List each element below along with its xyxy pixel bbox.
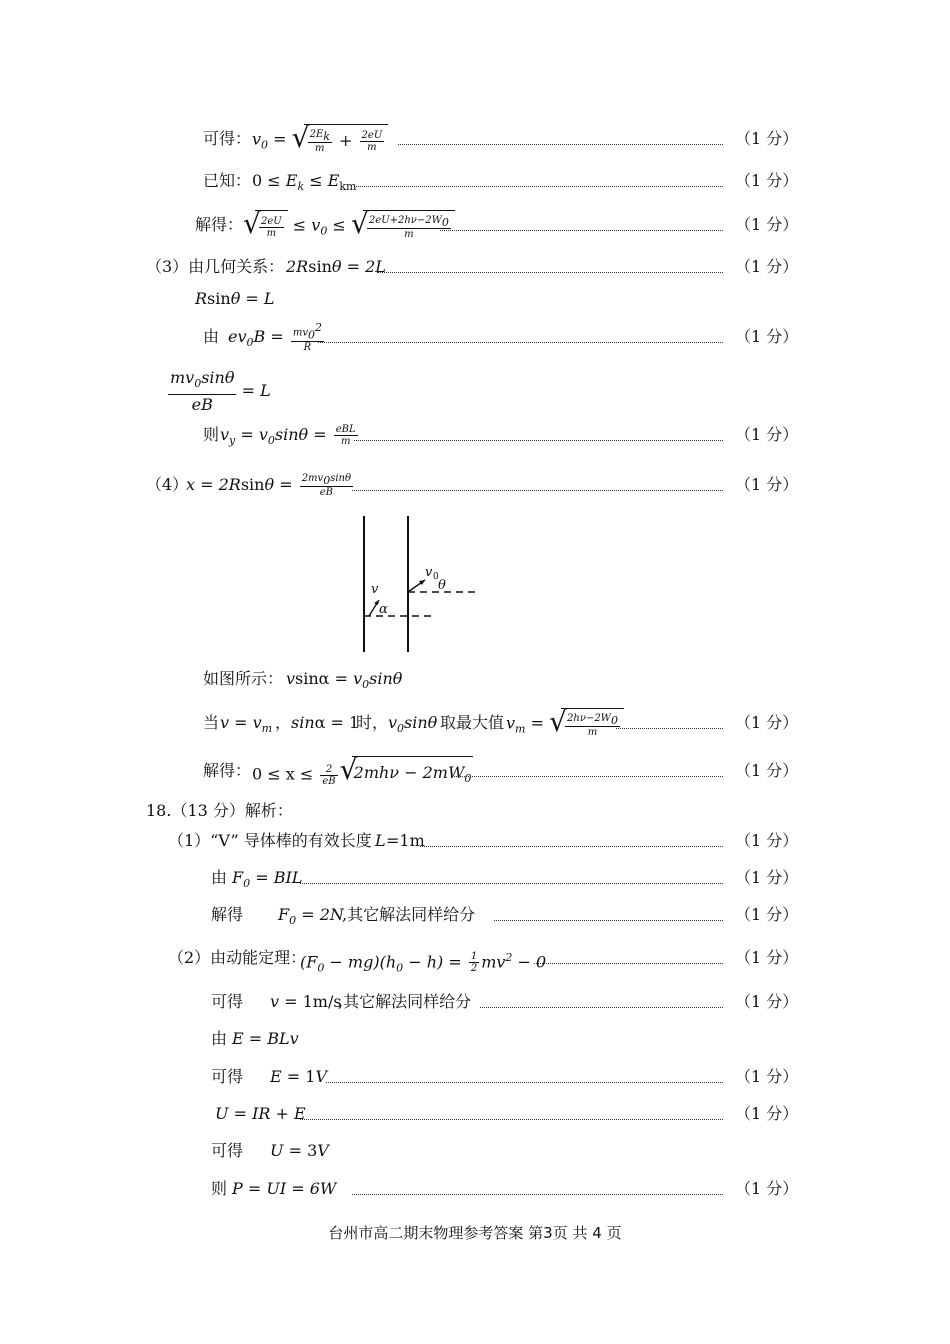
dot-leader xyxy=(300,1119,723,1120)
formula: U = 3V xyxy=(270,1141,329,1160)
label-v0: v xyxy=(425,565,433,580)
score-label: （1 分） xyxy=(735,171,799,190)
dot-leader xyxy=(318,342,723,343)
question-title: 18.（13 分）解析： xyxy=(146,801,293,820)
dot-leader xyxy=(398,144,723,145)
line-18-power xyxy=(0,1174,950,1204)
line-rsin xyxy=(0,284,950,314)
line-label: 由 xyxy=(211,1029,228,1048)
score-label: （1 分） xyxy=(735,713,799,732)
line-18-f0-value xyxy=(0,900,950,930)
score-label: （1 分） xyxy=(735,327,799,346)
line-label: 当 xyxy=(203,713,220,732)
dot-leader xyxy=(352,490,723,491)
formula: x = 2Rsinθ = $\frac{2mv_0\sin\theta}{eB}$ xyxy=(186,473,351,498)
formula: 0 ≤ x ≤ $\frac{2}{eB}$ √ $2mh\nu - 2mW_0$ xyxy=(252,756,473,794)
formula: √ $\frac{2eU}{m}$ ≤ $v_0$ ≤ √ $\frac{2eU+2h\nu-2W_0}{m}$ xyxy=(243,210,455,247)
formula-c: $v_0\sin\theta$ xyxy=(388,713,438,736)
line-18-velocity xyxy=(0,987,950,1017)
dot-leader xyxy=(452,776,723,777)
formula: E = 1V xyxy=(270,1067,328,1086)
score-label: （1 分） xyxy=(735,425,799,444)
score-label: （1 分） xyxy=(735,948,799,967)
line-18-2 xyxy=(0,943,950,973)
line-text: ,其它解法同样给分 xyxy=(342,905,476,924)
formula: $\frac{mv_0\sin\theta}{eB}$ = L xyxy=(170,368,271,415)
formula-d: $v_m$ = √ $\frac{2h\nu-2W_0}{m}$ xyxy=(506,708,624,745)
line-x-formula xyxy=(0,470,950,500)
line-18-1 xyxy=(0,826,950,856)
score-label: （1 分） xyxy=(735,1067,799,1086)
line-velocity-range xyxy=(0,207,950,240)
formula: 2Rsinθ = 2L xyxy=(286,257,386,276)
score-label: （1 分） xyxy=(735,831,799,850)
formula: $0 \le E_k \le E_{km}$ xyxy=(252,171,357,194)
label-alpha: α xyxy=(379,602,388,617)
line-label: 可得 xyxy=(211,992,244,1011)
formula: $vsin\alpha = v_0\sin\theta$ xyxy=(286,669,403,692)
line-18-voltage-formula xyxy=(0,1099,950,1129)
line-label: 由 xyxy=(211,868,228,887)
dot-leader xyxy=(440,230,723,231)
label-v0-sub: 0 xyxy=(433,572,439,582)
label-theta: θ xyxy=(438,578,446,593)
line-x-range xyxy=(0,753,950,787)
dot-leader xyxy=(377,272,723,273)
line-fraction-l xyxy=(0,368,950,415)
line-label: 可得 xyxy=(211,1067,244,1086)
dot-leader xyxy=(534,963,723,964)
dot-leader xyxy=(352,1194,723,1195)
line-label: 可得 xyxy=(211,1141,244,1160)
score-label: （1 分） xyxy=(735,215,799,234)
line-label: 则 xyxy=(203,425,220,444)
score-label: （1 分） xyxy=(735,475,799,494)
line-label: 解得： xyxy=(195,215,244,234)
line-sin-relation xyxy=(0,664,950,694)
line-label: 如图所示： xyxy=(203,669,284,688)
dot-leader xyxy=(420,846,723,847)
formula: Rsinθ = L xyxy=(195,289,275,308)
formula: $v_0$ = √ $\frac{2E_k}{m}$ + $\frac{2eU}{m}$ xyxy=(252,124,388,161)
line-label: （4） xyxy=(146,475,189,494)
score-label: （1 分） xyxy=(735,868,799,887)
score-label: （1 分） xyxy=(735,992,799,1011)
line-label: （2）由动能定理： xyxy=(168,948,307,967)
line-geometry xyxy=(0,252,950,282)
formula: $F_0 = 2N$ xyxy=(278,905,344,928)
line-max-velocity xyxy=(0,705,950,738)
line-lorentz xyxy=(0,322,950,352)
dot-leader xyxy=(300,883,723,884)
formula: E = BLv xyxy=(232,1029,299,1048)
line-label: 解得 xyxy=(211,905,244,924)
line-18-emf-formula xyxy=(0,1024,950,1054)
line-text: 取最大值 xyxy=(440,713,505,732)
line-text: ,其它解法同样给分 xyxy=(338,992,472,1011)
formula-l: L xyxy=(375,831,386,850)
formula: $F_0$ = BIL xyxy=(232,868,303,891)
score-label: （1 分） xyxy=(735,129,799,148)
line-vy xyxy=(0,420,950,450)
dot-leader xyxy=(354,186,723,187)
score-label: （1 分） xyxy=(735,905,799,924)
formula: $ev_0B$ = $\frac{mv_0^2}{R}$ xyxy=(228,321,322,353)
line-text: =1m xyxy=(386,831,425,850)
dot-leader xyxy=(616,728,723,729)
score-label: （1 分） xyxy=(735,257,799,276)
formula: $v_y = v_0\sin\theta$ = $\frac{\text{eBL}}{m}$ xyxy=(220,424,356,448)
line-text: ， xyxy=(275,713,292,732)
velocity-diagram xyxy=(355,512,485,654)
score-label: （1 分） xyxy=(735,761,799,780)
line-18-emf-value xyxy=(0,1062,950,1092)
line-label: 可得： xyxy=(203,129,252,148)
line-label: 解得： xyxy=(203,761,252,780)
line-label: 由 xyxy=(203,327,220,346)
formula: U = IR + E xyxy=(215,1104,306,1123)
score-label: （1 分） xyxy=(735,1104,799,1123)
line-18-voltage-value xyxy=(0,1136,950,1166)
formula: $(F_0 - mg)(h_0 - h)$ = $\frac{1}{2}$ $mv^2 - 0$ xyxy=(300,951,547,975)
question-18-title xyxy=(0,796,950,826)
dot-leader xyxy=(326,1082,723,1083)
dot-leader xyxy=(354,440,723,441)
formula: P = UI = 6W xyxy=(232,1179,337,1198)
line-label: （3）由几何关系： xyxy=(146,257,285,276)
formula-b: sinα = 1 xyxy=(291,713,360,732)
line-velocity-formula xyxy=(0,121,950,154)
dot-leader xyxy=(494,920,723,921)
line-label: 已知： xyxy=(203,171,252,190)
label-v: v xyxy=(371,582,379,597)
formula-a: $v = v_m$ xyxy=(220,713,273,736)
line-18-f0 xyxy=(0,863,950,893)
formula: v = 1m/s xyxy=(270,992,342,1011)
line-label: （1）“V” 导体棒的有效长度 xyxy=(168,831,372,850)
dot-leader xyxy=(480,1007,723,1008)
line-text: 时， xyxy=(356,713,389,732)
score-label: （1 分） xyxy=(735,1179,799,1198)
page-footer: 台州市高二期末物理参考答案 第3页 共 4 页 xyxy=(328,1224,622,1242)
line-known-condition xyxy=(0,166,950,196)
line-label: 则 xyxy=(211,1179,228,1198)
